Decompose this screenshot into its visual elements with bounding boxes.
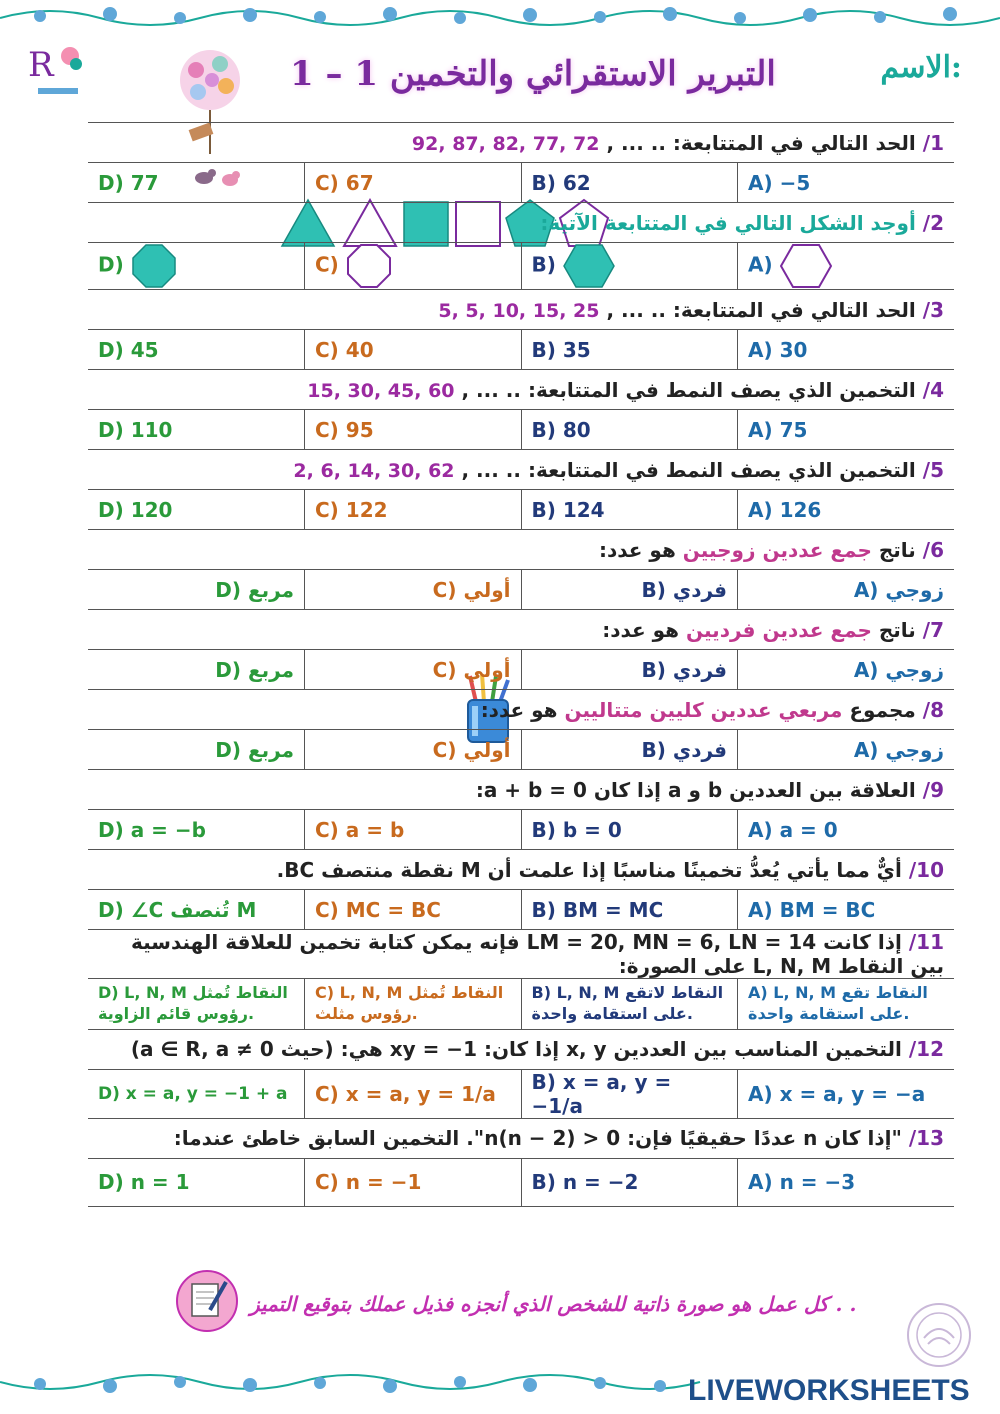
options-row — [88, 730, 954, 770]
option-b[interactable]: B) L, N, M النقاط لاتقع على استقامة واحدة. — [521, 979, 738, 1030]
sequence-values: 5, 5, 10, 15, 25 — [438, 299, 600, 322]
question-number: 1/ — [922, 130, 944, 155]
options-row — [88, 1069, 954, 1118]
question-row — [88, 450, 954, 490]
option-a[interactable]: A) x = a, y = −a — [738, 1069, 955, 1118]
option-label: زوجي (A — [853, 657, 944, 682]
outline-hexagon-shape — [780, 243, 832, 289]
question-number: 9/ — [922, 777, 944, 802]
svg-text:R: R — [28, 45, 54, 85]
option-b[interactable]: B) BM = MC — [521, 890, 738, 930]
options-row — [88, 1158, 954, 1206]
option-d[interactable] — [88, 730, 305, 770]
option-label: B) — [531, 252, 556, 277]
option-c[interactable]: C) 122 — [305, 490, 522, 530]
option-c[interactable]: C) x = a, y = 1/a — [305, 1069, 522, 1118]
option-label: أولي (C — [432, 577, 511, 602]
question-4 — [88, 370, 954, 410]
question-number: 10/ — [908, 857, 944, 882]
question-number: 3/ — [922, 297, 944, 322]
question-10 — [88, 850, 954, 890]
worksheet-header — [0, 36, 1000, 126]
options-row — [88, 490, 954, 530]
options-row — [88, 330, 954, 370]
options-row — [88, 890, 954, 930]
question-text: مجموع — [842, 697, 916, 722]
option-d[interactable]: D) n = 1 — [88, 1158, 305, 1206]
question-number: 13/ — [908, 1126, 944, 1151]
option-b[interactable]: B) b = 0 — [521, 810, 738, 850]
notepad-pencil-icon — [176, 1270, 238, 1332]
question-1 — [88, 123, 954, 163]
filled-hexagon-shape — [563, 243, 615, 289]
question-13 — [88, 1118, 954, 1158]
option-label: زوجي (A — [853, 737, 944, 762]
option-label: D) — [98, 252, 124, 277]
option-a[interactable]: A) −5 — [738, 163, 955, 203]
option-label: مربع (D — [215, 657, 294, 682]
question-row — [88, 610, 954, 650]
question-row — [88, 290, 954, 330]
question-row — [88, 203, 954, 243]
option-d[interactable] — [88, 650, 305, 690]
question-5 — [88, 450, 954, 490]
question-12 — [88, 1029, 954, 1069]
worksheet-title: 1 – 1 التبرير الاستقرائي والتخمين — [290, 54, 776, 94]
question-keyword: جمع عددين فرديين — [686, 617, 872, 642]
question-row — [88, 370, 954, 410]
question-text: إذا كانت LM = 20, MN = 6, LN = 14 فإنه يمكن كتابة تخمين للعلاقة الهندسية بين النقاط L, N, M على الصورة: — [130, 930, 944, 978]
option-a[interactable]: A) a = 0 — [738, 810, 955, 850]
question-keyword: مربعي عددين كليين متتاليين — [564, 697, 843, 722]
option-d[interactable] — [88, 570, 305, 610]
sequence-values: 15, 30, 45, 60 — [307, 379, 455, 402]
publisher-logo — [26, 42, 86, 100]
question-number: 2/ — [922, 210, 944, 235]
question-text: التخمين الذي يصف النمط في المتتابعة: .. ... , — [461, 377, 916, 402]
liveworksheets-logo[interactable]: LIVEWORKSHEETS — [688, 1374, 970, 1407]
question-keyword: جمع عددين زوجيين — [682, 537, 872, 562]
sequence-values: 92, 87, 82, 77, 72 — [411, 132, 600, 155]
question-3 — [88, 290, 954, 330]
question-row — [88, 123, 954, 163]
question-text: العلاقة بين العددين b و a إذا كان a + b = 0: — [475, 777, 916, 802]
options-row — [88, 243, 954, 290]
question-row — [88, 1118, 954, 1158]
option-c[interactable]: C) L, N, M النقاط تُمثل رؤوس مثلث. — [305, 979, 522, 1030]
option-label: أولي (C — [432, 657, 511, 682]
option-a[interactable]: A) n = −3 — [738, 1158, 955, 1206]
question-number: 7/ — [922, 617, 944, 642]
question-9 — [88, 770, 954, 810]
question-text: هو عدد: — [480, 697, 565, 722]
option-b[interactable]: B) 35 — [521, 330, 738, 370]
option-c[interactable]: C) MC = BC — [305, 890, 522, 930]
question-number: 5/ — [922, 457, 944, 482]
question-row — [88, 930, 954, 979]
option-c[interactable] — [305, 243, 522, 290]
option-a[interactable]: A) 126 — [738, 490, 955, 530]
option-d[interactable]: D) a = −b — [88, 810, 305, 850]
question-row — [88, 770, 954, 810]
motto-text: كل عمل هو صورة ذاتية للشخص الذي أنجزه فذيل عملك بتوقيع التميز . . — [250, 1292, 857, 1316]
options-row — [88, 163, 954, 203]
options-row — [88, 810, 954, 850]
option-label: فردي (B — [641, 737, 727, 762]
option-b[interactable] — [521, 570, 738, 610]
question-row — [88, 1029, 954, 1069]
question-text: "إذا كان n عددًا حقيقيًا فإن: n(n − 2) > 0". التخمين السابق خاطئ عندما: — [173, 1126, 902, 1151]
question-number: 12/ — [908, 1037, 944, 1062]
option-c[interactable] — [305, 570, 522, 610]
question-number: 4/ — [922, 377, 944, 402]
option-a[interactable] — [738, 570, 955, 610]
question-6 — [88, 530, 954, 570]
sequence-values: 2, 6, 14, 30, 62 — [293, 459, 455, 482]
question-text: التخمين المناسب بين العددين x, y إذا كان: xy = −1 هي: (حيث a ∈ R, a ≠ 0) — [130, 1037, 902, 1062]
option-b[interactable] — [521, 243, 738, 290]
questions-table — [88, 122, 954, 1207]
option-a[interactable]: A) 30 — [738, 330, 955, 370]
option-c[interactable] — [305, 650, 522, 690]
question-2 — [88, 203, 954, 243]
options-row — [88, 410, 954, 450]
question-text: أيٌّ مما يأتي يُعدُّ تخمينًا مناسبًا إذا علمت أن M نقطة منتصف BC. — [276, 857, 902, 882]
outline-octagon-shape — [346, 243, 392, 289]
name-label: الاسم: — [880, 50, 962, 85]
option-b[interactable]: B) 62 — [521, 163, 738, 203]
option-c[interactable]: C) 40 — [305, 330, 522, 370]
option-c[interactable]: C) a = b — [305, 810, 522, 850]
question-row — [88, 530, 954, 570]
option-a[interactable] — [738, 650, 955, 690]
option-d[interactable]: D) ∠C تُنصف M — [88, 890, 305, 930]
question-text: الحد التالي في المتتابعة: .. ... , — [606, 130, 916, 155]
option-b[interactable] — [521, 650, 738, 690]
question-row — [88, 690, 954, 730]
option-label: زوجي (A — [853, 577, 944, 602]
question-text: هو عدد: — [602, 617, 687, 642]
option-d[interactable]: D) L, N, M النقاط تُمثل رؤوس قائم الزاوية. — [88, 979, 305, 1030]
question-11 — [88, 930, 954, 979]
option-label: مربع (D — [215, 577, 294, 602]
option-d[interactable]: D) 45 — [88, 330, 305, 370]
option-label: أولي (C — [432, 737, 511, 762]
question-number: 8/ — [922, 697, 944, 722]
options-row — [88, 979, 954, 1030]
option-b[interactable]: B) 124 — [521, 490, 738, 530]
calligraphy-seal — [906, 1302, 972, 1368]
option-label: فردي (B — [641, 577, 727, 602]
question-number: 6/ — [922, 537, 944, 562]
option-a[interactable] — [738, 243, 955, 290]
options-row — [88, 650, 954, 690]
option-c[interactable]: C) 67 — [305, 163, 522, 203]
option-a[interactable]: A) L, N, M النقاط تقع على استقامة واحدة. — [738, 979, 955, 1030]
options-row — [88, 570, 954, 610]
option-d[interactable] — [88, 243, 305, 290]
option-a[interactable]: A) 75 — [738, 410, 955, 450]
option-b[interactable]: B) n = −2 — [521, 1158, 738, 1206]
option-c[interactable]: C) 95 — [305, 410, 522, 450]
option-c[interactable]: C) n = −1 — [305, 1158, 522, 1206]
option-d[interactable]: D) x = a, y = −1 + a — [88, 1069, 305, 1118]
question-text: ناتج — [871, 537, 916, 562]
option-c[interactable] — [305, 730, 522, 770]
option-label: A) — [748, 252, 773, 277]
option-d[interactable]: D) 110 — [88, 410, 305, 450]
option-a[interactable] — [738, 730, 955, 770]
option-a[interactable]: A) BM = BC — [738, 890, 955, 930]
question-text: الحد التالي في المتتابعة: .. ... , — [606, 297, 916, 322]
option-d[interactable]: D) 120 — [88, 490, 305, 530]
option-label: فردي (B — [641, 657, 727, 682]
option-b[interactable] — [521, 730, 738, 770]
filled-octagon-shape — [131, 243, 177, 289]
question-row — [88, 850, 954, 890]
question-7 — [88, 610, 954, 650]
question-text: التخمين الذي يصف النمط في المتتابعة: .. ... , — [461, 457, 916, 482]
option-b[interactable]: B) 80 — [521, 410, 738, 450]
question-text: هو عدد: — [598, 537, 683, 562]
question-text: ناتج — [871, 617, 916, 642]
option-label: C) — [315, 252, 339, 277]
floral-border-top — [0, 0, 1000, 34]
option-d[interactable]: D) 77 — [88, 163, 305, 203]
option-b[interactable]: B) x = a, y = −1/a — [521, 1069, 738, 1118]
question-text: أوجد الشكل التالي في المتتابعة الآتية: — [540, 210, 916, 235]
question-number: 11/ — [908, 930, 944, 954]
question-8 — [88, 690, 954, 730]
option-label: مربع (D — [215, 737, 294, 762]
